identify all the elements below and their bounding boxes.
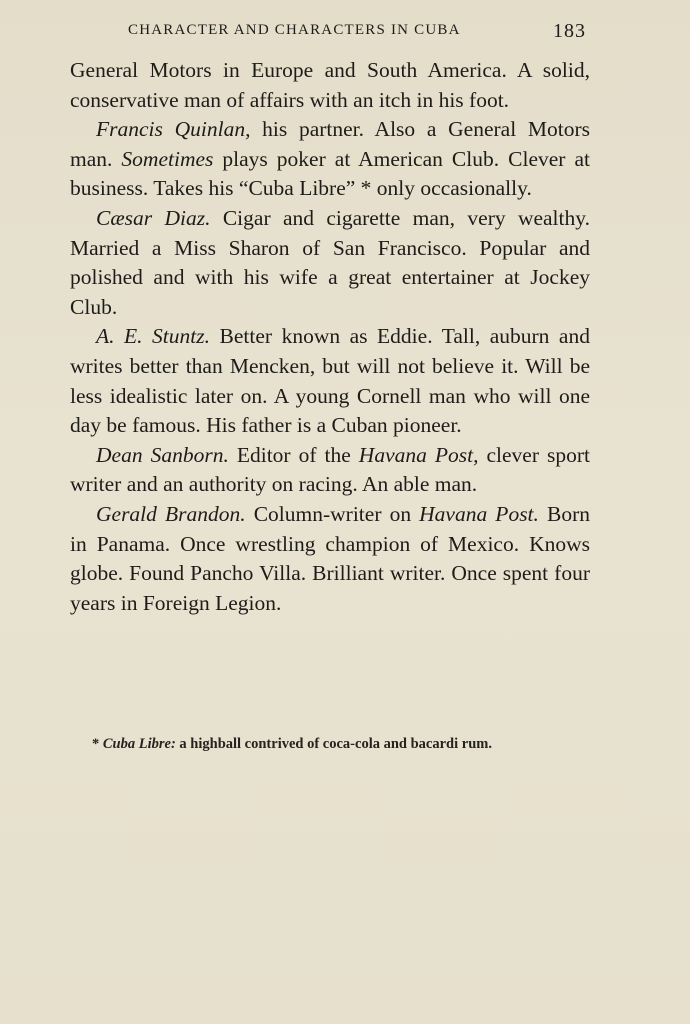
footnote — [92, 736, 596, 753]
entry-emphasis: Havana Post. — [419, 501, 539, 526]
entry-text: plays poker at American Club. Clever at business. Takes his “Cuba Libre” * only occasionally. — [70, 146, 590, 201]
entry-text: Born in Panama. Once wrestling champion of Mexico. Knows globe. Found Pancho Villa. Brilliant writer. Once spent four years in Foreign Legion. — [70, 501, 590, 615]
entry-text: Cigar and cigarette man, very wealthy. Married a Miss Sharon of San Francisco. Popular and polished and with his wife a great entertainer at Jockey Club. — [70, 205, 590, 319]
page-number: 183 — [553, 20, 586, 42]
footnote-text: a highball contrived of coca-cola and bacardi rum. — [175, 736, 492, 752]
footnote-marker: * — [92, 736, 103, 752]
entry-gerald-brandon — [70, 500, 590, 618]
entry-text: Column-writer on — [245, 501, 420, 526]
entry-name: Gerald Brandon. — [96, 501, 246, 526]
entry-name: Cæsar Diaz. — [96, 205, 211, 230]
entry-dean-sanborn — [70, 441, 590, 500]
entry-name: Dean Sanborn. — [96, 442, 229, 467]
entry-emphasis: Havana Post, — [358, 442, 479, 467]
entry-emphasis: Sometimes — [121, 146, 214, 171]
entry-text: clever sport writer and an authority on racing. An able man. — [70, 442, 591, 497]
entry-ae-stuntz — [70, 322, 590, 440]
entry-text: Editor of the — [228, 442, 359, 467]
paragraph-text: General Motors in Europe and South America. A solid, conservative man of affairs with an itch in his foot. — [70, 58, 590, 112]
entry-francis-quinlan — [70, 115, 590, 204]
entry-caesar-diaz — [70, 204, 590, 322]
running-title: CHARACTER AND CHARACTERS IN CUBA — [128, 22, 461, 38]
entry-name: A. E. Stuntz. — [96, 324, 210, 349]
entry-name: Francis Quinlan, — [96, 117, 251, 142]
entry-text: his partner. Also a General Motors man. — [70, 117, 590, 171]
body-text — [70, 56, 590, 618]
entry-text: Better known as Eddie. Tall, auburn and writes better than Mencken, but will not believe it. Will be less idealistic later on. A young Cornell man who will one day be famous. His father is a Cuban pioneer. — [70, 324, 590, 438]
paragraph-continued — [70, 56, 590, 115]
footnote-term: Cuba Libre: — [102, 736, 176, 752]
running-head — [128, 20, 590, 46]
